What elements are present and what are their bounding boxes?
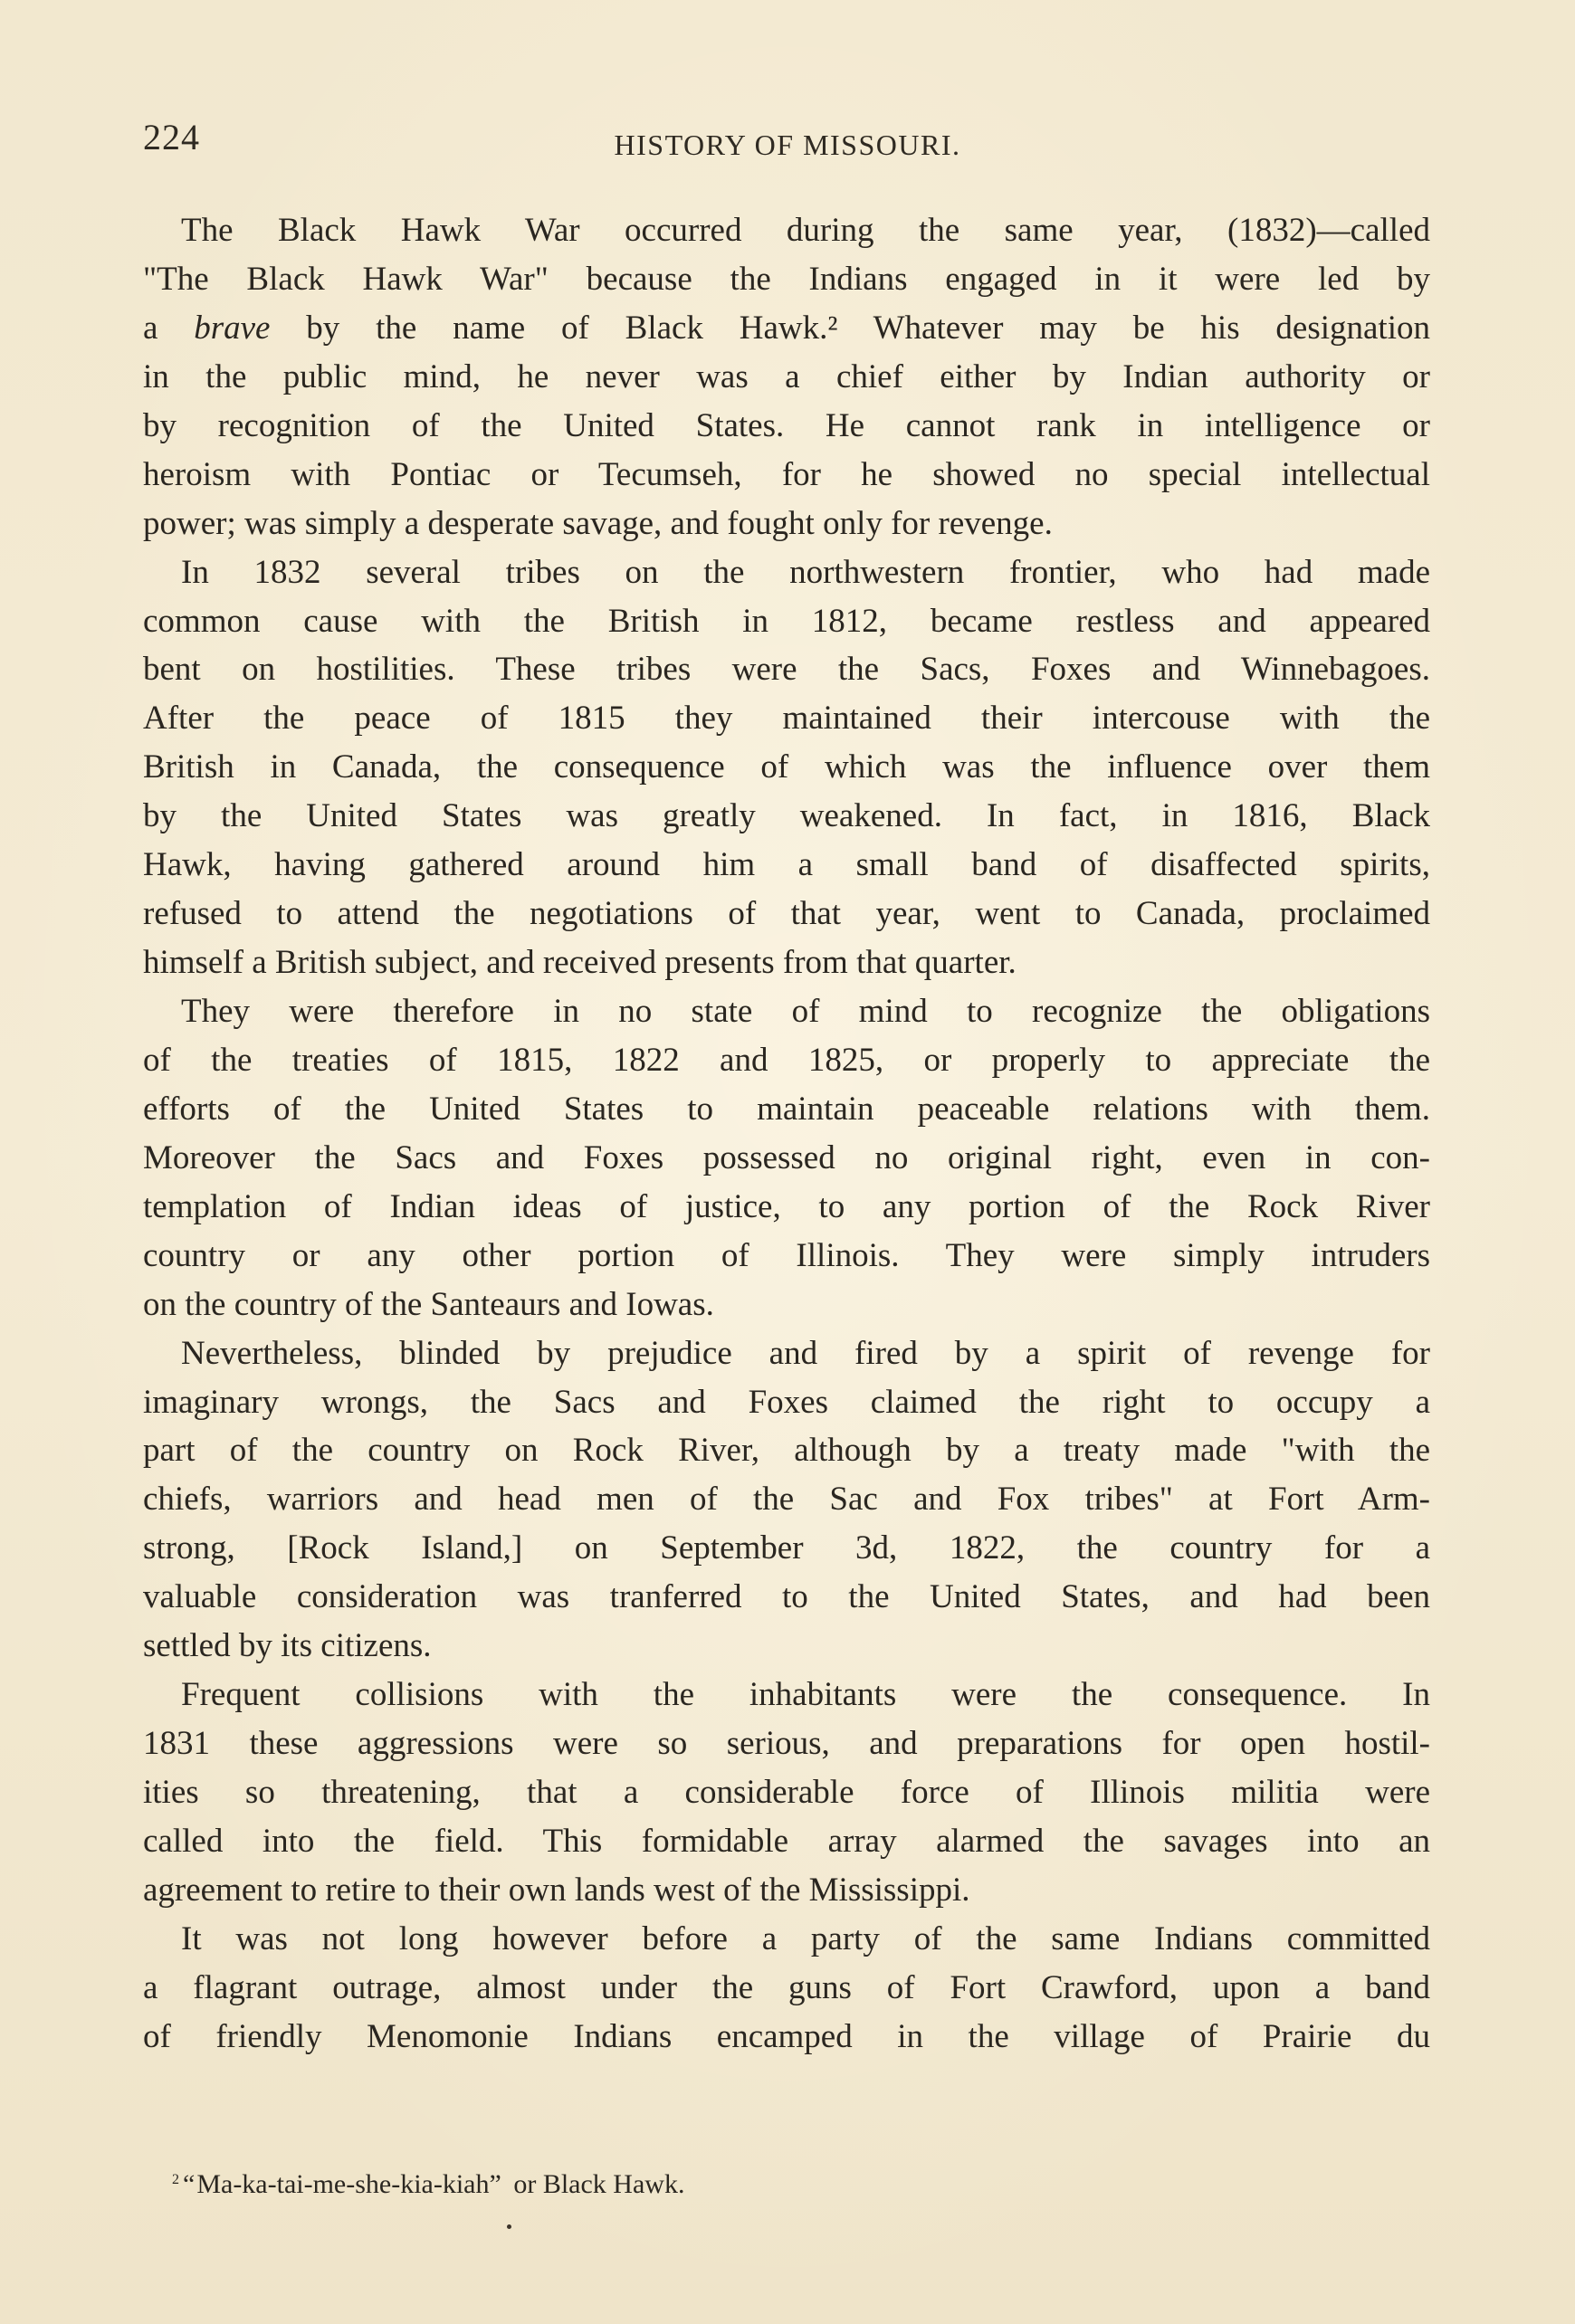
text-line: called into the field. This formidable array alarmed the savages into an [143, 1822, 1430, 1860]
italic-word: brave [194, 309, 271, 347]
text-line: refused to attend the negotiations of that year, went to Canada, proclaimed [143, 895, 1430, 933]
text-line: a flagrant outrage, almost under the guns of Fort Crawford, upon a band [143, 1968, 1430, 2006]
text-line: of friendly Menomonie Indians encamped in the village of Prairie du [143, 2017, 1430, 2055]
footnote-marker: 2 [172, 2172, 179, 2187]
body-text [143, 206, 1430, 2062]
ink-speck [507, 2224, 511, 2229]
text-line: In 1832 several tribes on the northwestern frontier, who had made [181, 553, 1430, 591]
text-line: They were therefore in no state of mind to recognize the obligations [181, 993, 1430, 1030]
text-line: agreement to retire to their own lands west of the Mississippi. [143, 1871, 970, 1909]
text-line: common cause with the British in 1812, became restless and appeared [143, 602, 1430, 640]
footnote-rest: or Black Hawk. [513, 2169, 685, 2199]
text-line: himself a British subject, and received presents from that quarter. [143, 944, 1017, 982]
text-line: part of the country on Rock River, although by a treaty made "with the [143, 1432, 1430, 1470]
text-line: of the treaties of 1815, 1822 and 1825, or properly to appreciate the [143, 1041, 1430, 1079]
page-number: 224 [143, 117, 200, 157]
text-line: Nevertheless, blinded by prejudice and fired by a spirit of revenge for [181, 1334, 1430, 1372]
text-line: After the peace of 1815 they maintained their intercouse with the [143, 700, 1430, 738]
text-line: imaginary wrongs, the Sacs and Foxes claimed the right to occupy a [143, 1383, 1430, 1421]
text-line: templation of Indian ideas of justice, to any portion of the Rock River [143, 1187, 1430, 1225]
text-line: bent on hostilities. These tribes were the Sacs, Foxes and Winnebagoes. [143, 651, 1430, 689]
text-line: It was not long however before a party of the same Indians committed [181, 1919, 1430, 1957]
text-line: chiefs, warriors and head men of the Sac and Fox tribes" at Fort Arm- [143, 1481, 1430, 1519]
footnote-close-quote: ” [489, 2169, 501, 2199]
text-line: heroism with Pontiac or Tecumseh, for he showed no special intellectual [143, 455, 1430, 493]
text-line: Hawk, having gathered around him a small band of disaffected spirits, [143, 846, 1430, 884]
text-line: 1831 these aggressions were so serious, and preparations for open hostil- [143, 1725, 1430, 1763]
text-line: strong, [Rock Island,] on September 3d, 1822, the country for a [143, 1529, 1430, 1567]
footnote-open-quote: “ [183, 2169, 196, 2199]
text-line: Frequent collisions with the inhabitants were the consequence. In [181, 1676, 1430, 1714]
text-line: by the United States was greatly weakened. In fact, in 1816, Black [143, 797, 1430, 835]
text-line: a brave by the name of Black Hawk.² Whatever may be his designation [143, 309, 1430, 347]
text-line: valuable consideration was tranferred to the United States, and had been [143, 1578, 1430, 1616]
text-line: country or any other portion of Illinois. They were simply intruders [143, 1236, 1430, 1274]
text-line: power; was simply a desperate savage, and fought only for revenge. [143, 504, 1053, 542]
text-line: "The Black Hawk War" because the Indians engaged in it were led by [143, 260, 1430, 298]
text-line: British in Canada, the consequence of which was the influence over them [143, 748, 1430, 786]
text-line: in the public mind, he never was a chief either by Indian authority or [143, 357, 1430, 395]
text-line: by recognition of the United States. He cannot rank in intelligence or [143, 406, 1430, 444]
footnote-name: Ma-ka-tai-me-she-kia-kiah [196, 2169, 490, 2199]
text-line: settled by its citizens. [143, 1627, 432, 1665]
running-head: HISTORY OF MISSOURI. [614, 129, 961, 161]
text-line: ities so threatening, that a considerable force of Illinois militia were [143, 1774, 1430, 1811]
text-line: on the country of the Santeaurs and Iowas. [143, 1285, 714, 1323]
footnote [172, 2169, 684, 2200]
text-line: The Black Hawk War occurred during the same year, (1832)—called [181, 212, 1430, 249]
text-line: Moreover the Sacs and Foxes possessed no original right, even in con- [143, 1138, 1430, 1176]
text-line: efforts of the United States to maintain peaceable relations with them. [143, 1090, 1430, 1128]
